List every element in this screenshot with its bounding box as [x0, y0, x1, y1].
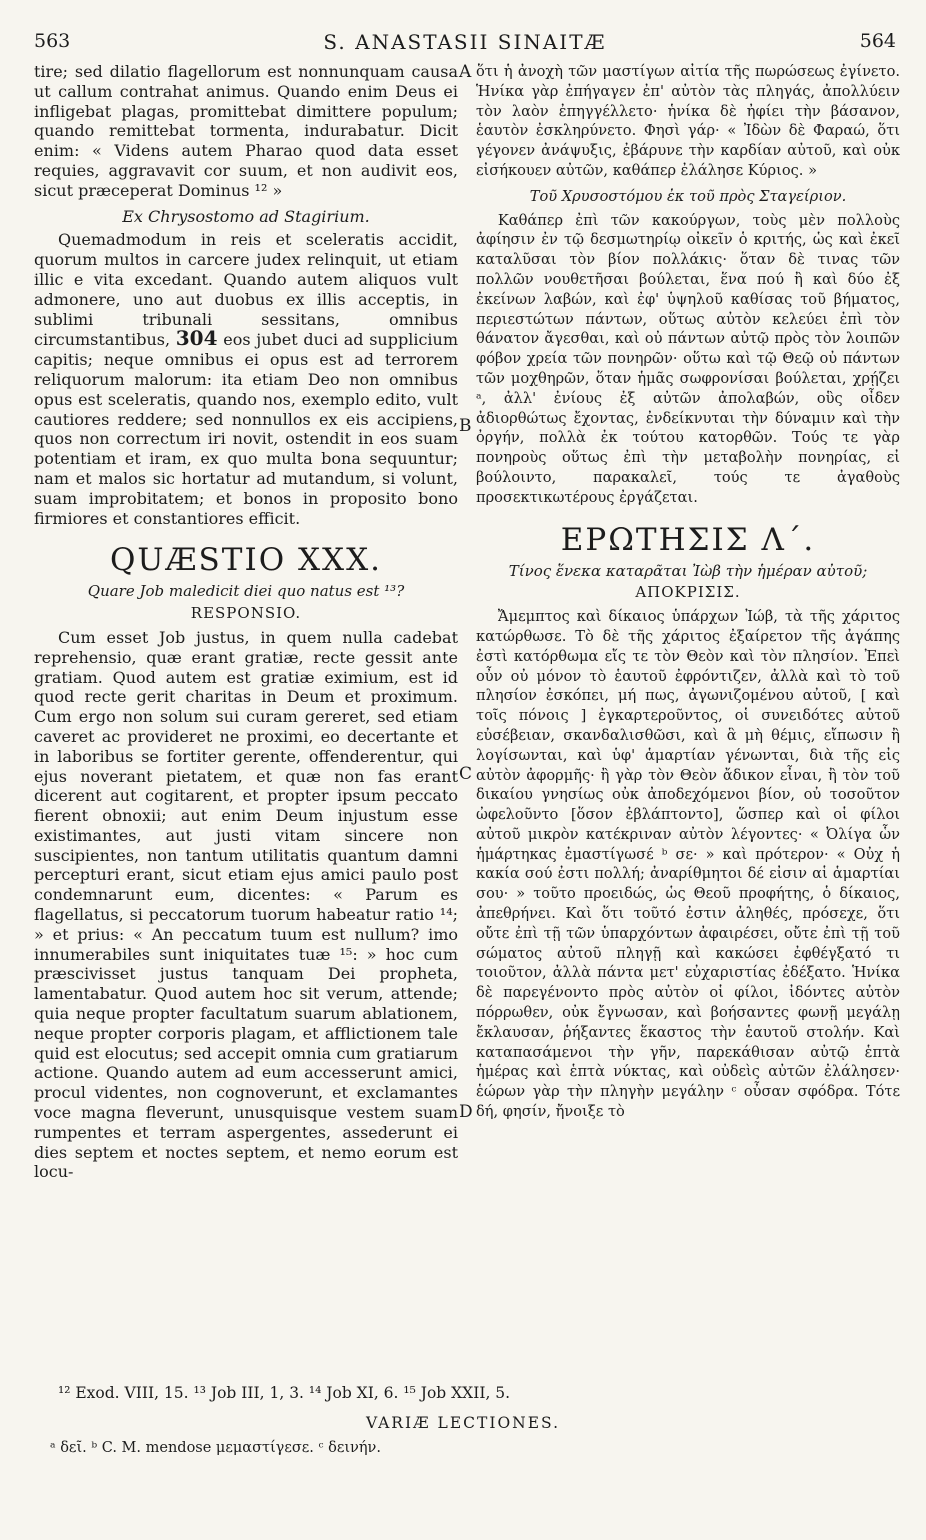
footnotes: ¹² Exod. VIII, 15. ¹³ Job III, 1, 3. ¹⁴ Job XI, 6. ¹⁵ Job XXII, 5. [58, 1384, 511, 1402]
greek-question-heading: ΕΡΩΤΗΣΙΣ Λ΄. [560, 521, 816, 558]
latin-question-heading: QUÆSTIO XXX. [109, 542, 383, 579]
page-number-left: 563 [34, 30, 71, 52]
margin-letter-b: B [459, 416, 472, 436]
latin-responsio: RESPONSIO. [190, 604, 302, 623]
latin-paragraph-3: Cum esset Job justus, in quem nulla cadebat reprehensio, quæ erant gratiæ, recte gessit ante gratiam. Quod autem est gratiæ eximium, est id quod recte gerit charitas in Deum et proximum. Cum ergo non solum sui curam gereret, sed etiam caveret ac provideret ne proximi, eo decertante et in laboribus se fortiter gerente, offenderentur, qui ejus noverant pietatem, et quæ non fas erant dicerent aut cogitarent, et propter ipsum peccato fierent obnoxii; aut enim Deum injustum esse existimantes, aut justi vitam sincere non suscipientes, non tantum utilitatis quantum damni percepturi erant, sicut etiam ejus amici paulo post condemnarunt eum, dicentes: « Parum es flagellatus, si peccatorum tuorum habeatur ratio ¹⁴; » et prius: « An peccatum tuum est nullum? imo innumerabiles sunt iniquitates tuæ ¹⁵: » hoc cum præscivisset justus tanquam Dei propheta, lamentabatur. Quod autem hoc sit verum, attende; quia neque propter facultatum suarum ablationem, neque propter corporis plagam, et afflictionem tale quid est elocutus; sed accepit omnia cum gratiarum actione. Quando autem ad eum accesserunt amici, procul videntes, non cognoverunt, et exclamantes voce magna fleverunt, unusquisque vestem suam rumpentes et terram aspergentes, assederunt ei dies septem et noctes septem, et nemo eorum est locu- [34, 627, 458, 1182]
latin-paragraph-2b: eos jubet duci ad supplicium capitis; neque omnibus ei opus est ad terrorem reliquorum malorum: ita etiam Deo non omnibus opus est sceleratis, quando nos, exemplo edito, vult cautiores reddere; sed nonnullos ex eis accipiens, quos non correctum iri novit, ostendit in eos suam potentiam et iram, ex quo multa bona sequuntur; nam et malos sic hortatur ad mutandum, si volunt, suam improbitatem; et bonos in proposito bono firmiores et constantiores efficit. [34, 330, 458, 528]
latin-subheading: Ex Chrysostomo ad Stagirium. [122, 206, 370, 226]
greek-paragraph-2: Καθάπερ ἐπὶ τῶν κακούργων, τοὺς μὲν πολλοὺς ἀφίησιν ἐν τῷ δεσμωτηρίῳ οἰκεῖν ὁ κριτής, ὡς καὶ ἐκεῖ καταλῦσαι τὸν βίον πολλάκις· ὅταν δὲ τινας τῶν πολλῶν νουθετῆσαι βούλεται, ἕνα πού ἢ καὶ δύο ἐξ ἐκείνων λαβών, καὶ ἐφ' ὑψηλοῦ καθίσας τοῦ βήματος, περιεστώτων πάντων, οὕτως αὐτὸν κελεύει ἐπὶ τὸν θάνατον ἄγεσθαι, καὶ οὐ πάντων αὐτῷ πρὸς τὸν λοιπῶν φόβον χρεία τῶν πονηρῶν· οὕτω καὶ τῷ Θεῷ οὐ πάντων τῶν μοχθηρῶν, ὅταν ἡμᾶς σωφρονίσαι βούλεται, χρῄζει ᵃ, ἀλλ' ἐνίους ἐξ αὐτῶν ἀπολαβών, οὓς οἶδεν ἀδιορθώτως ἔχοντας, ἐνδείκνυται τὴν δύναμιν καὶ τὴν ὀργήν, πολλὰ ἐκ τούτου κατορθῶν. Τούς τε γὰρ πονηροὺς οὕτως ἐπὶ τὴν μεταβολὴν πονηρίας, εἰ βούλοιντο, παρακαλεῖ, τούς τε ἀγαθοὺς προσεκτικωτέρους ἐργάζεται. [476, 211, 900, 506]
greek-responsio: ΑΠΟΚΡΙΣΙΣ. [635, 583, 741, 602]
column-number: 304 [175, 326, 218, 351]
margin-letter-a: A [459, 62, 472, 82]
running-title: S. ANASTASII SINAITÆ [323, 30, 607, 54]
margin-letter-c: C [459, 764, 473, 784]
greek-paragraph-3: Ἄμεμπτος καὶ δίκαιος ὑπάρχων Ἰώβ, τὰ τῆς χάριτος κατώρθωσε. Τὸ δὲ τῆς χάριτος ἐξαίρετον τῆς ἀγάπης ἐστὶ κατόρθωμα εἴς τε τὸν Θεὸν καὶ τὸν πλησίον. Ἐπεὶ οὖν οὐ μόνον τὸ ἑαυτοῦ ἐφρόντιζεν, ἀλλὰ καὶ τὸ τοῦ πλησίον ἐσκόπει, μή πως, ἀγωνιζομένου αὐτοῦ, [ καὶ τοῖς πόνοις ] ἐγκαρτεροῦντος, οἱ συνειδότες αὐτοῦ εὐσέβειαν, σκανδαλισθῶσι, καὶ ἃ μὴ θέμις, εἴπωσιν ἢ λογίσωνται, καὶ ὑφ' ἁμαρτίαν γένωνται, διὰ τῆς εἰς αὐτὸν ἀφορμῆς· ἢ γὰρ τὸν Θεὸν ἄδικον εἶναι, ἢ τὸν τοῦ δικαίου γνησίως οὐκ ἀποδεχόμενοι βίον, οὐ τοσοῦτον ὠφελοῦντο [ὅσον ἐβλάπτοντο], ὥσπερ καὶ οἱ φίλοι αὐτοῦ μικρὸν κατέκριναν αὐτὸν λέγοντες· « Ὀλίγα ὧν ἡμάρτηκας ἐμαστίγωσέ ᵇ σε· » καὶ πρότερον· « Οὐχ ἡ κακία σού ἐστι πολλή; ἀναρίθμητοι δέ εἰσιν αἱ ἁμαρτίαι σου· » τοῦτο προειδώς, ὡς Θεοῦ προφήτης, ὁ δίκαιος, ἀπεθρήνει. Καὶ ὅτι τοῦτό ἐστιν ἀληθές, πρόσεχε, ὅτι οὔτε ἐπὶ τῇ τῶν ὑπαρχόντων ἀφαιρέσει, οὔτε ἐπὶ τῇ τοῦ σώματος αὐτοῦ πληγῇ καὶ κακώσει ἐφθέγξατό τι τοιοῦτον, ἀλλὰ πάντα μετ' εὐχαριστίας ἐδέξατο. Ἡνίκα δὲ παρεγένοντο πρὸς αὐτὸν οἱ φίλοι, ἰδόντες αὐτὸν πόρρωθεν, οὐκ ἔγνωσαν, καὶ βοήσαντες φωνῇ μεγάλῃ ἔκλαυσαν, ῥήξαντες ἕκαστος τὴν ἑαυτοῦ στολήν. Καὶ καταπασάμενοι τὴν γῆν, παρεκάθισαν αὐτῷ ἑπτὰ ἡμέρας καὶ ἑπτὰ νύκτας, καὶ οὐδεὶς αὐτῶν ἐλάλησεν· ἑώρων γὰρ τὴν πληγὴν μεγάλην ᶜ οὖσαν σφόδρα. Τότε δή, φησίν, ἤνοιξε τὸ [476, 608, 900, 1121]
latin-column [34, 62, 458, 1182]
latin-question-subtitle: Quare Job maledicit diei quo natus est ¹³? [87, 582, 405, 601]
greek-question-subtitle: Τίνος ἕνεκα καταρᾶται Ἰὼβ τὴν ἡμέραν αὐτοῦ; [508, 561, 868, 580]
greek-column [476, 62, 900, 1122]
margin-letter-d: D [459, 1102, 473, 1122]
greek-paragraph-1: ὅτι ἡ ἀνοχὴ τῶν μαστίγων αἰτία τῆς πωρώσεως ἐγίνετο. Ἡνίκα γὰρ ἐπήγαγεν ἐπ' αὐτὸν τὰς πληγάς, ἀπολλύειν τὸν λαὸν ἐπηγγέλλετο· ἡνίκα δὲ ἠφίει τὴν βάσανον, ἑαυτὸν ἐσκληρύνετο. Φησὶ γάρ· « Ἰδὼν δὲ Φαραώ, ὅτι γέγονεν ἀνάψυξις, ἐβάρυνε τὴν καρδίαν αὐτοῦ, καὶ οὐκ εἰσήκουεν αὐτῶν, καθάπερ ἐλάλησε Κύριος. » [476, 63, 900, 179]
page-header [34, 30, 896, 58]
latin-paragraph-2a: Quemadmodum in reis et sceleratis accidit, quorum multos in carcere judex relinquit, ut etiam illic e vita excedant. Quando autem aliquos vult admonere, uno aut duobus ex illis acceptis, in sublimi tribunali sessitans, omnibus circumstantibus, [34, 230, 458, 350]
greek-subheading: Τοῦ Χρυσοστόμου ἐκ τοῦ πρὸς Σταγείριον. [529, 187, 847, 205]
variae-lectiones-heading: VARIÆ LECTIONES. [365, 1414, 561, 1432]
latin-paragraph-2 [34, 230, 458, 528]
page-number-right: 564 [859, 30, 896, 52]
latin-paragraph-1: tire; sed dilatio flagellorum est nonnunquam causa ut callum contrahat animus. Quando enim Deus ei infligebat plagas, promittebat dimittere populum; quando remittebat tormenta, indurabatur. Dicit enim: « Videns autem Pharao quod data esset requies, aggravavit cor suum, et non audivit eos, sicut præceperat Dominus ¹² » [34, 62, 458, 200]
variae-lectiones-notes: ᵃ δεῖ. ᵇ C. M. mendose μεμαστίγεσε. ᶜ δεινήν. [50, 1440, 381, 1456]
